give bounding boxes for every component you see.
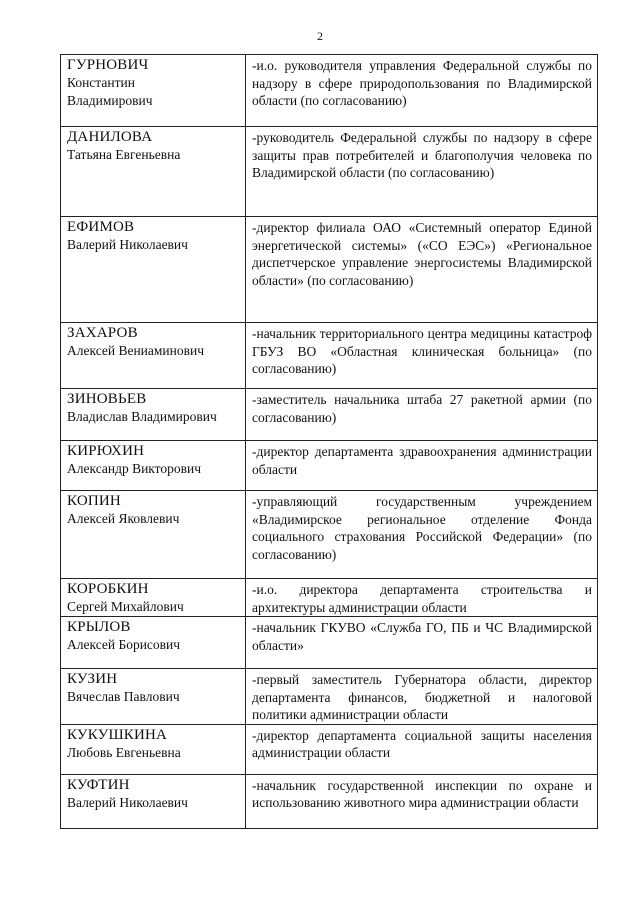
- member-position: -начальник ГКУВО «Служба ГО, ПБ и ЧС Владимирской области»: [246, 617, 598, 669]
- table-row: [61, 441, 598, 491]
- member-given-name: Татьяна Евгеньевна: [67, 147, 181, 162]
- member-surname: ГУРНОВИЧ: [67, 57, 149, 73]
- member-surname: ЗИНОВЬЕВ: [67, 391, 147, 407]
- member-name-cell: [61, 389, 246, 441]
- member-given-name: Алексей Вениаминович: [67, 343, 205, 358]
- table-row: [61, 127, 598, 217]
- table-row: [61, 323, 598, 389]
- member-name-cell: [61, 724, 246, 774]
- member-name-cell: [61, 617, 246, 669]
- member-name-cell: [61, 55, 246, 127]
- table-row: [61, 669, 598, 725]
- member-surname: КУКУШКИНА: [67, 726, 168, 743]
- member-position: -и.о. руководителя управления Федеральной службы по надзору в сфере природопользования по Владимирской области (по согласованию): [246, 55, 598, 127]
- member-position: -первый заместитель Губернатора области, директор департамента финансов, бюджетной и налоговой политики администрации области: [246, 669, 598, 725]
- member-given-name: Валерий Николаевич: [67, 237, 188, 252]
- member-position: -руководитель Федеральной службы по надзору в сфере защиты прав потребителей и благополучия человека по Владимирской области (по согласованию): [246, 127, 598, 217]
- member-surname: КОРОБКИН: [67, 581, 149, 597]
- member-given-name: Константин: [67, 75, 135, 90]
- member-position: -и.о. директора департамента строительства и архитектуры администрации области: [246, 579, 598, 617]
- member-given-name: Валерий Николаевич: [67, 794, 188, 810]
- member-name-cell: [61, 669, 246, 725]
- member-position: -директор департамента здравоохранения администрации области: [246, 441, 598, 491]
- member-given-name: Сергей Михайлович: [67, 599, 184, 614]
- member-patronymic: Владимирович: [67, 92, 153, 108]
- table-row: [61, 617, 598, 669]
- member-position: -заместитель начальника штаба 27 ракетной армии (по согласованию): [246, 389, 598, 441]
- table-row: [61, 217, 598, 323]
- member-surname: КИРЮХИН: [67, 443, 145, 459]
- table-row: [61, 55, 598, 127]
- member-given-name: Владислав Владимирович: [67, 409, 217, 424]
- member-position: -управляющий государственным учреждением «Владимирское региональное отделение Фонда социального страхования Российской Федерации» (по согласованию): [246, 491, 598, 579]
- member-name-cell: [61, 491, 246, 579]
- member-given-name: Александр Викторович: [67, 461, 202, 476]
- member-surname: КУФТИН: [67, 776, 130, 793]
- member-name-cell: [61, 127, 246, 217]
- member-name-cell: [61, 217, 246, 323]
- table-row: [61, 389, 598, 441]
- member-name-cell: [61, 774, 246, 828]
- member-name-cell: [61, 441, 246, 491]
- member-surname: ЗАХАРОВ: [67, 325, 138, 341]
- member-given-name: Алексей Яковлевич: [67, 511, 180, 526]
- member-position: -директор филиала ОАО «Системный оператор Единой энергетической системы» («СО ЕЭС») «Региональное диспетчерское управление энергосистемы Владимирской области» (по согласованию): [246, 217, 598, 323]
- table-row: [61, 724, 598, 774]
- member-name-cell: [61, 579, 246, 617]
- member-surname: КОПИН: [67, 493, 121, 509]
- table-row: [61, 491, 598, 579]
- commission-members-table: [60, 54, 598, 829]
- member-name-cell: [61, 323, 246, 389]
- member-surname: ДАНИЛОВА: [67, 129, 153, 145]
- member-position: -начальник территориального центра медицины катастроф ГБУЗ ВО «Областная клиническая больница» (по согласованию): [246, 323, 598, 389]
- member-surname: КРЫЛОВ: [67, 619, 131, 635]
- table-row: [61, 774, 598, 828]
- member-surname: КУЗИН: [67, 671, 118, 687]
- member-position: -начальник государственной инспекции по охране и использованию животного мира администрации области: [246, 774, 598, 828]
- table-row: [61, 579, 598, 617]
- member-given-name: Алексей Борисович: [67, 637, 181, 652]
- member-given-name: Вячеслав Павлович: [67, 689, 180, 704]
- page-number: 2: [317, 29, 323, 43]
- member-position: -директор департамента социальной защиты населения администрации области: [246, 724, 598, 774]
- member-surname: ЕФИМОВ: [67, 219, 135, 235]
- member-given-name: Любовь Евгеньевна: [67, 744, 181, 760]
